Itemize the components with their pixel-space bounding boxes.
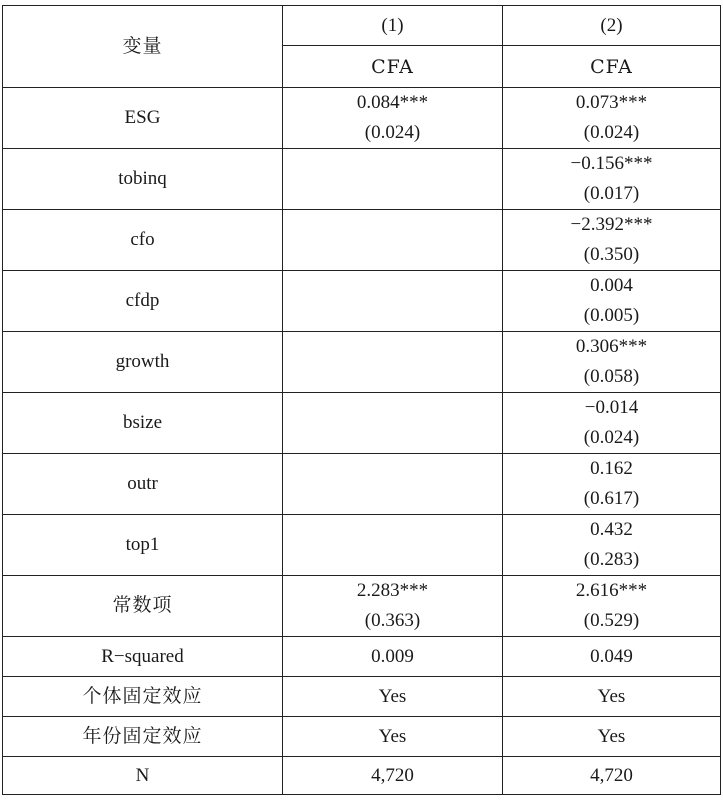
coef: 2.283*** bbox=[356, 580, 429, 601]
cell-col2 bbox=[503, 210, 721, 271]
cell-col2: 0.049 bbox=[503, 637, 721, 677]
col2-dependent-var: CFA bbox=[503, 46, 721, 88]
std-error: (0.529) bbox=[583, 610, 640, 631]
header-row-numbers bbox=[3, 6, 721, 46]
cell-col1 bbox=[283, 515, 503, 576]
coef: 2.616*** bbox=[575, 580, 648, 601]
coef: 0.162 bbox=[590, 458, 633, 479]
std-error: (0.058) bbox=[583, 366, 640, 387]
cell-col2 bbox=[503, 332, 721, 393]
table-row bbox=[3, 454, 721, 515]
row-label: 年份固定效应 bbox=[3, 717, 283, 757]
table-row bbox=[3, 393, 721, 454]
coef: −0.156*** bbox=[570, 153, 653, 174]
row-label: growth bbox=[3, 332, 283, 393]
cell-col1 bbox=[283, 393, 503, 454]
row-label: 常数项 bbox=[3, 576, 283, 637]
std-error: (0.024) bbox=[583, 122, 640, 143]
cell-col1: 4,720 bbox=[283, 757, 503, 795]
row-label: top1 bbox=[3, 515, 283, 576]
row-label: 个体固定效应 bbox=[3, 677, 283, 717]
cell-col2: 4,720 bbox=[503, 757, 721, 795]
cell-col1 bbox=[283, 88, 503, 149]
coef: 0.306*** bbox=[575, 336, 648, 357]
std-error: (0.617) bbox=[583, 488, 640, 509]
cell-col1: 0.009 bbox=[283, 637, 503, 677]
cell-col2: Yes bbox=[503, 717, 721, 757]
cell-col1 bbox=[283, 454, 503, 515]
row-label: ESG bbox=[3, 88, 283, 149]
cell-col2 bbox=[503, 454, 721, 515]
cell-col2 bbox=[503, 515, 721, 576]
table-row bbox=[3, 271, 721, 332]
cell-col1 bbox=[283, 576, 503, 637]
col1-number: (1) bbox=[283, 6, 503, 46]
row-label: N bbox=[3, 757, 283, 795]
row-label: tobinq bbox=[3, 149, 283, 210]
cell-col2 bbox=[503, 149, 721, 210]
cell-col2 bbox=[503, 271, 721, 332]
rsquared-row bbox=[3, 637, 721, 677]
table-row bbox=[3, 88, 721, 149]
cell-col1 bbox=[283, 149, 503, 210]
std-error: (0.350) bbox=[583, 244, 640, 265]
table-row bbox=[3, 515, 721, 576]
coef: 0.432 bbox=[590, 519, 633, 540]
row-label: cfo bbox=[3, 210, 283, 271]
individual-fe-row bbox=[3, 677, 721, 717]
row-label: R−squared bbox=[3, 637, 283, 677]
cell-col2: Yes bbox=[503, 677, 721, 717]
coef: 0.084*** bbox=[356, 92, 429, 113]
col2-number: (2) bbox=[503, 6, 721, 46]
row-label: cfdp bbox=[3, 271, 283, 332]
row-label: bsize bbox=[3, 393, 283, 454]
cell-col1: Yes bbox=[283, 677, 503, 717]
cell-col2 bbox=[503, 576, 721, 637]
std-error: (0.024) bbox=[364, 122, 421, 143]
variable-header: 变量 bbox=[3, 6, 283, 88]
observations-row bbox=[3, 757, 721, 795]
row-label: outr bbox=[3, 454, 283, 515]
table-row bbox=[3, 149, 721, 210]
std-error: (0.005) bbox=[583, 305, 640, 326]
col1-dependent-var: CFA bbox=[283, 46, 503, 88]
coef: 0.004 bbox=[590, 275, 633, 296]
cell-col2 bbox=[503, 393, 721, 454]
cell-col1 bbox=[283, 271, 503, 332]
table-row bbox=[3, 576, 721, 637]
table-row bbox=[3, 210, 721, 271]
year-fe-row bbox=[3, 717, 721, 757]
coef: 0.073*** bbox=[575, 92, 648, 113]
std-error: (0.363) bbox=[364, 610, 421, 631]
std-error: (0.017) bbox=[583, 183, 640, 204]
coef: −0.014 bbox=[584, 397, 639, 418]
std-error: (0.024) bbox=[583, 427, 640, 448]
std-error: (0.283) bbox=[583, 549, 640, 570]
coef: −2.392*** bbox=[570, 214, 653, 235]
cell-col1 bbox=[283, 332, 503, 393]
cell-col1: Yes bbox=[283, 717, 503, 757]
cell-col1 bbox=[283, 210, 503, 271]
cell-col2 bbox=[503, 88, 721, 149]
table-row bbox=[3, 332, 721, 393]
regression-table bbox=[2, 5, 721, 795]
